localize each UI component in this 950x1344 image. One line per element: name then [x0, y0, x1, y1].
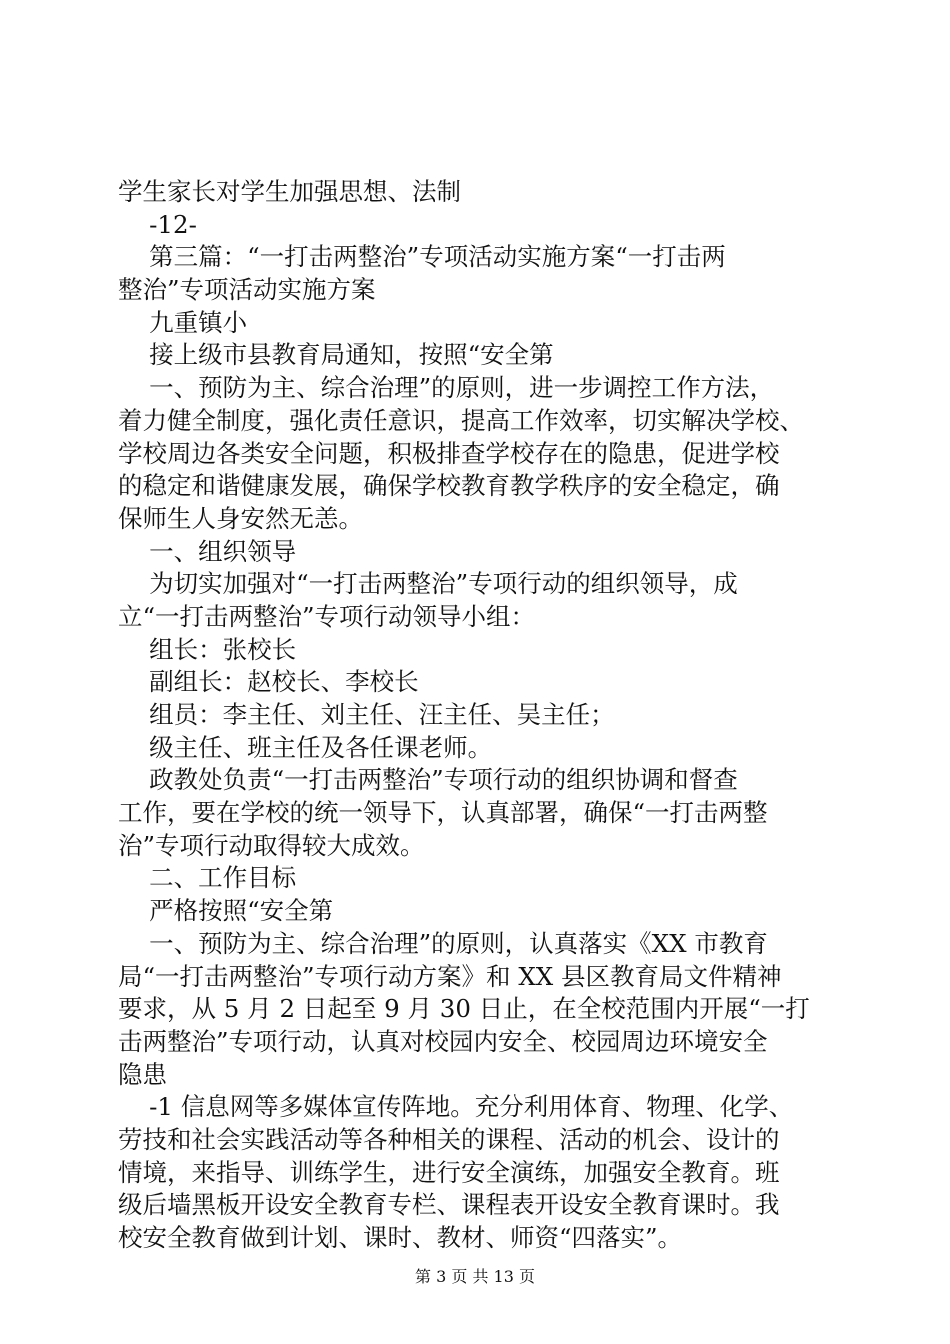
text-line: 立“一打击两整治”专项行动领导小组：	[118, 601, 536, 631]
group-leader: 组长：张校长	[118, 634, 297, 664]
text-line: 击两整治”专项行动，认真对校园内安全、校园周边环境安全	[118, 1026, 768, 1056]
text-line: 政教处负责“一打击两整治”专项行动的组织协调和督查	[118, 765, 738, 795]
school-name: 九重镇小	[118, 307, 248, 337]
text-line: 工作，要在学校的统一领导下，认真部署，确保“一打击两整	[118, 798, 768, 828]
text-line: 着力健全制度，强化责任意识，提高工作效率，切实解决学校、	[118, 405, 804, 435]
text-line: 的稳定和谐健康发展，确保学校教育教学秩序的安全稳定，确	[118, 471, 780, 501]
document-body	[118, 176, 838, 1255]
heading-goals: 二、工作目标	[118, 863, 297, 893]
text-line: 劳技和社会实践活动等各种相关的课程、活动的机会、设计的	[118, 1124, 780, 1154]
text-line: 情境，来指导、训练学生，进行安全演练，加强安全教育。班	[118, 1157, 780, 1187]
page-marker: -12-	[118, 209, 197, 239]
text-line: 保师生人身安然无恙。	[118, 503, 363, 533]
heading-organization: 一、组织领导	[118, 536, 297, 566]
deputy-leader: 副组长：赵校长、李校长	[118, 667, 419, 697]
page-number-footer: 第 3 页 共 13 页	[415, 1267, 535, 1286]
text-line: 学生家长对学生加强思想、法制	[118, 177, 461, 206]
text-line: 级主任、班主任及各任课老师。	[118, 732, 493, 762]
group-members: 组员：李主任、刘主任、汪主任、吴主任；	[118, 700, 615, 729]
text-line: 为切实加强对“一打击两整治”专项行动的组织领导，成	[118, 569, 738, 599]
text-line: 要求，从 5 月 2 日起至 9 月 30 日止，在全校范围内开展“一打	[118, 994, 810, 1024]
text-line: -1 信息网等多媒体宣传阵地。充分利用体育、物理、化学、	[118, 1092, 794, 1122]
section-title-continued: 整治”专项活动实施方案	[118, 275, 376, 305]
text-line: 严格按照“安全第	[118, 896, 334, 926]
text-line: 隐患	[118, 1059, 167, 1089]
text-line: 局“一打击两整治”专项行动方案》和 XX 县区教育局文件精神	[118, 961, 782, 991]
text-line: 校安全教育做到计划、课时、教材、师资“四落实”。	[118, 1223, 683, 1252]
text-line: 一、预防为主、综合治理”的原则，认真落实《XX 市教育	[118, 928, 768, 958]
text-line: 接上级市县教育局通知，按照“安全第	[118, 340, 554, 370]
text-line: 级后墙黑板开设安全教育专栏、课程表开设安全教育课时。我	[118, 1190, 780, 1220]
text-line: 治”专项行动取得较大成效。	[118, 830, 425, 860]
section-title: 第三篇：“一打击两整治”专项活动实施方案“一打击两	[118, 242, 726, 272]
text-line: 学校周边各类安全问题，积极排查学校存在的隐患，促进学校	[118, 438, 780, 468]
text-line: 一、预防为主、综合治理”的原则，进一步调控工作方法，	[118, 373, 775, 403]
